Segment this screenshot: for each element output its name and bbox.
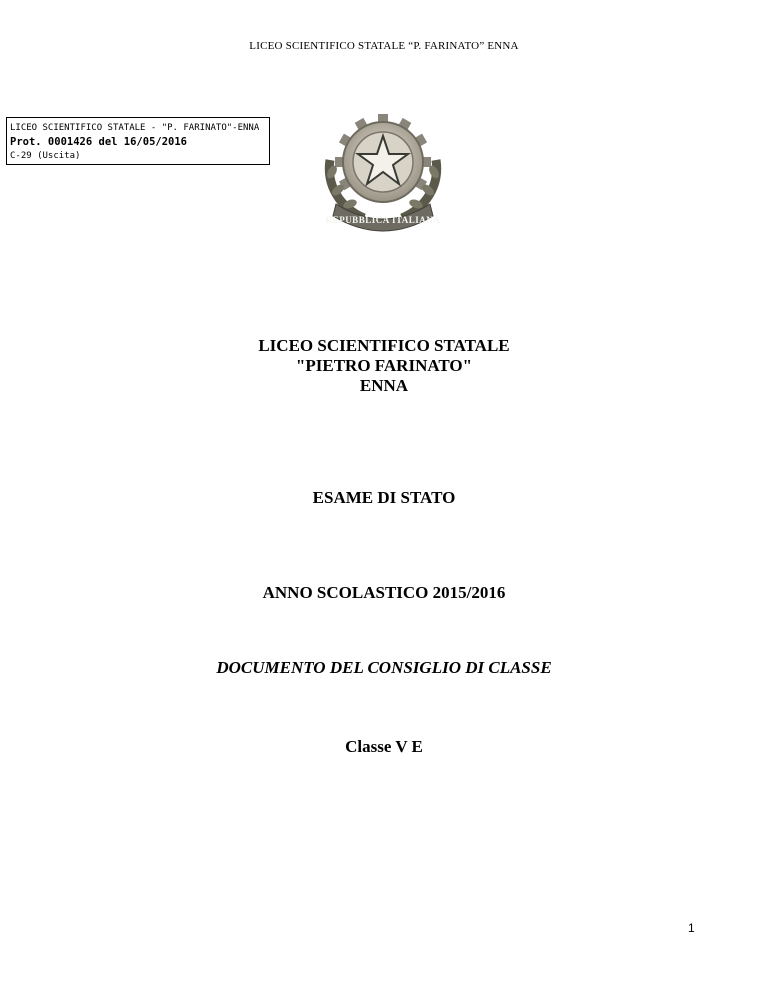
stamp-category: C-29 (Uscita) bbox=[10, 151, 81, 161]
exam-title: ESAME DI STATO bbox=[312, 488, 456, 507]
protocol-stamp bbox=[6, 117, 270, 165]
running-header: LICEO SCIENTIFICO STATALE “P. FARINATO” ENNA bbox=[249, 40, 519, 52]
school-name-block bbox=[0, 336, 768, 396]
school-city: ENNA bbox=[359, 376, 409, 395]
stamp-protocol-number: Prot. 0001426 del 16/05/2016 bbox=[10, 136, 188, 148]
page-number: 1 bbox=[688, 921, 695, 935]
class-label: Classe V E bbox=[345, 737, 423, 756]
school-year: ANNO SCOLASTICO 2015/2016 bbox=[262, 583, 506, 602]
italian-republic-emblem-icon bbox=[312, 100, 454, 238]
document-title: DOCUMENTO DEL CONSIGLIO DI CLASSE bbox=[216, 658, 552, 677]
school-name-line2: "PIETRO FARINATO" bbox=[295, 356, 473, 375]
school-name-line1: LICEO SCIENTIFICO STATALE bbox=[258, 336, 510, 355]
stamp-school-line: LICEO SCIENTIFICO STATALE - "P. FARINATO"-ENNA bbox=[10, 123, 260, 133]
svg-text:REPUBBLICA ITALIANA: REPUBBLICA ITALIANA bbox=[325, 215, 441, 225]
